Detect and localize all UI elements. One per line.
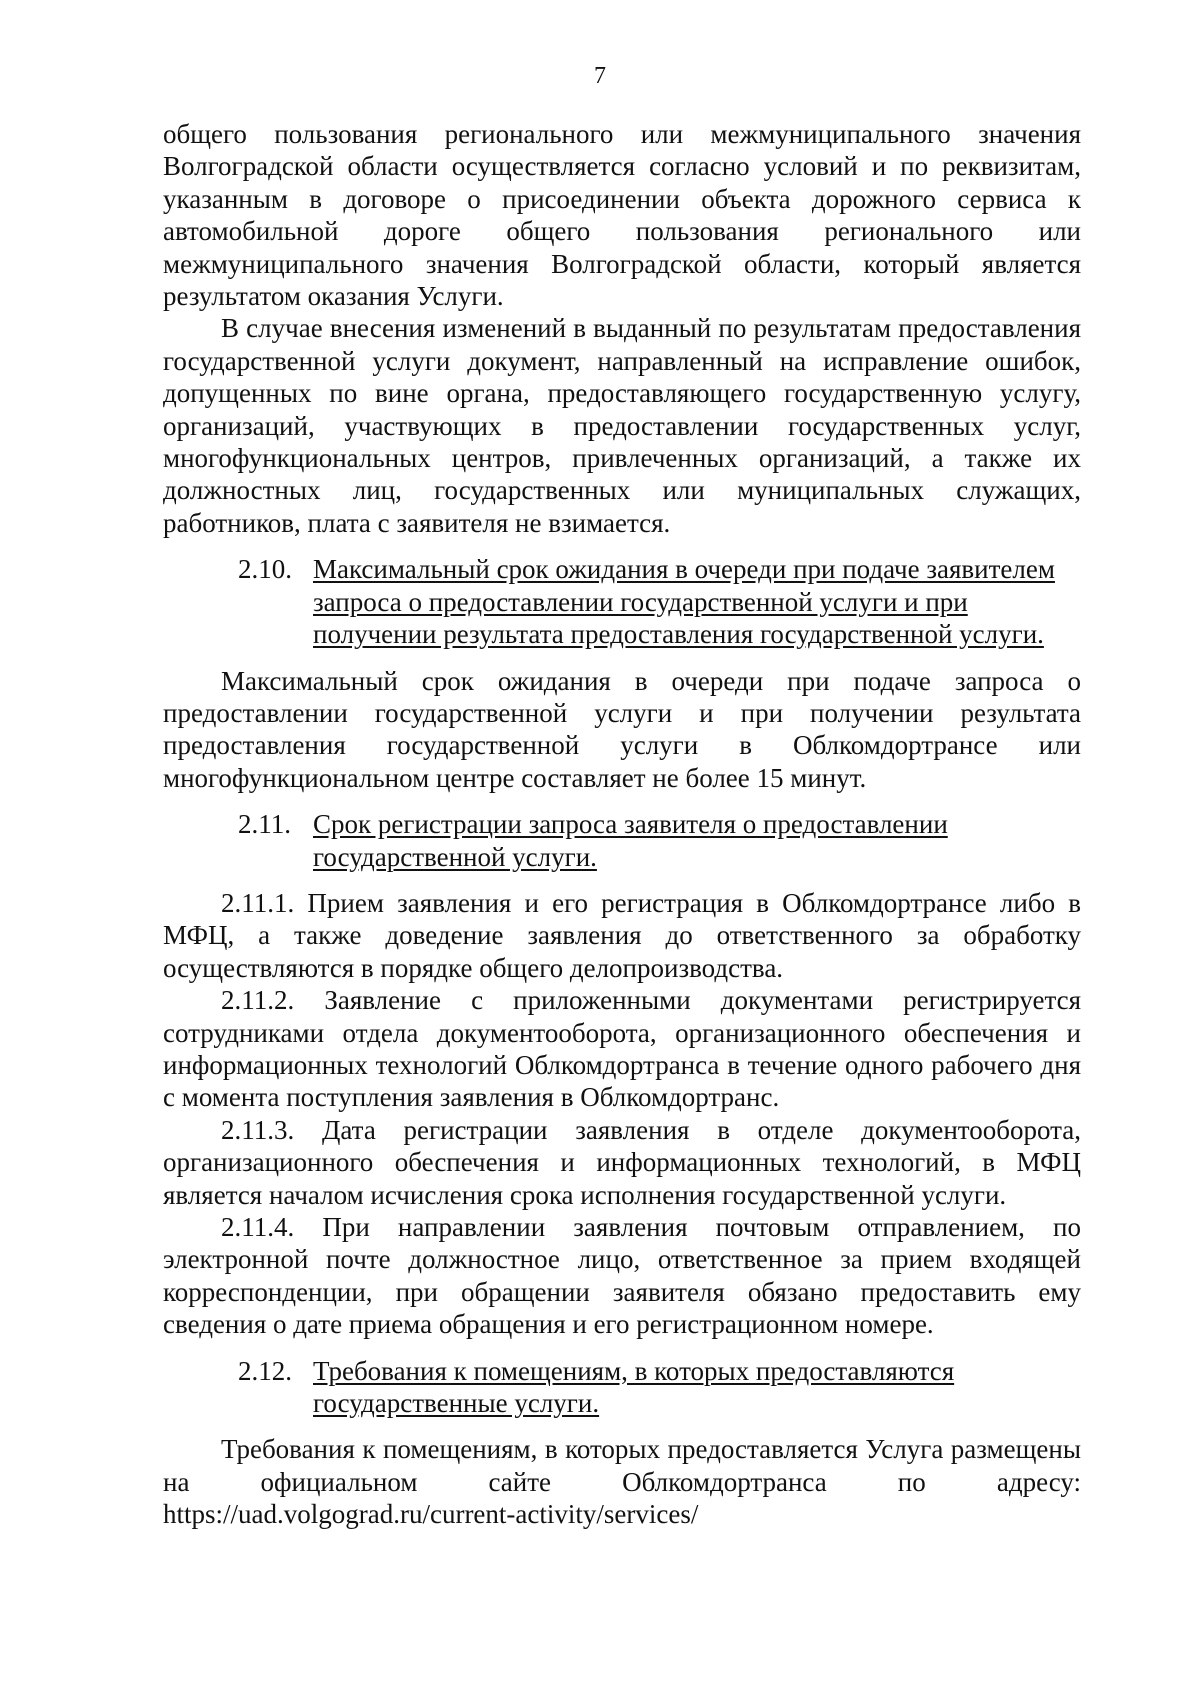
paragraph-max-wait-time: Максимальный срок ожидания в очереди при подаче запроса о предоставлении государственной услуги и при получении результата предоставления государственной услуги в Облкомдортрансе или многофункциональном центре составляет не более 15 минут. xyxy=(163,665,1081,793)
document-body xyxy=(163,118,1081,1531)
paragraph-2-11-2: 2.11.2. Заявление с приложенными документами регистрируется сотрудниками отдела документооборота, организационного обеспечения и информационных технологий Облкомдортранса в течение одного рабочего дня с момента поступления заявления в Облкомдортранс. xyxy=(163,985,1081,1113)
paragraph-premises-requirements: Требования к помещениям, в которых предоставляется Услуга размещены на официальном сайте Облкомдортранса по адресу: https://uad.volgograd.ru/current-activity/services/ xyxy=(163,1434,1081,1530)
section-heading-2-10 xyxy=(163,553,1081,650)
paragraph-2-11-1: 2.11.1. Прием заявления и его регистрация в Облкомдортрансе либо в МФЦ, а также доведение заявления до ответственного за обработку осуществляются в порядке общего делопроизводства. xyxy=(163,887,1081,983)
section-number: 2.10. xyxy=(238,554,292,585)
paragraph-correction-no-fee: В случае внесения изменений в выданный по результатам предоставления государственной услуги документ, направленный на исправление ошибок, допущенных по вине органа, предоставляющего государственную услугу, организаций, участвующих в предоставлении государственных услуг, многофункциональных центров, привлеченных организаций, а также их должностных лиц, государственных или муниципальных служащих, работников, плата с заявителя не взимается. xyxy=(163,313,1081,538)
section-title: Максимальный срок ожидания в очереди при подаче заявителем запроса о предоставлении государственной услуги и при получении результата предоставления государственной услуги. xyxy=(313,554,1055,650)
section-title: Срок регистрации запроса заявителя о предоставлении государственной услуги. xyxy=(313,809,948,872)
paragraph-2-11-3: 2.11.3. Дата регистрации заявления в отделе документооборота, организационного обеспечения и информационных технологий, в МФЦ является началом исчисления срока исполнения государственной услуги. xyxy=(163,1114,1081,1210)
page-number: 7 xyxy=(594,63,606,89)
section-heading-2-11 xyxy=(163,808,1081,873)
section-number: 2.11. xyxy=(238,809,291,840)
section-title: Требования к помещениям, в которых предоставляются государственные услуги. xyxy=(313,1355,955,1419)
paragraph-service-payment-terms: общего пользования регионального или межмуниципального значения Волгоградской области осуществляется согласно условий и по реквизитам, указанным в договоре о присоединении объекта дорожного сервиса к автомобильной дороге общего пользования регионального или межмуниципального значения Волгоградской области, который является результатом оказания Услуги. xyxy=(163,119,1081,312)
section-heading-2-12 xyxy=(163,1355,1081,1420)
paragraph-2-11-4: 2.11.4. При направлении заявления почтовым отправлением, по электронной почте должностное лицо, ответственное за прием входящей корреспонденции, при обращении заявителя обязано предоставить ему сведения о дате приема обращения и его регистрационном номере. xyxy=(163,1212,1081,1340)
section-number: 2.12. xyxy=(238,1355,292,1386)
